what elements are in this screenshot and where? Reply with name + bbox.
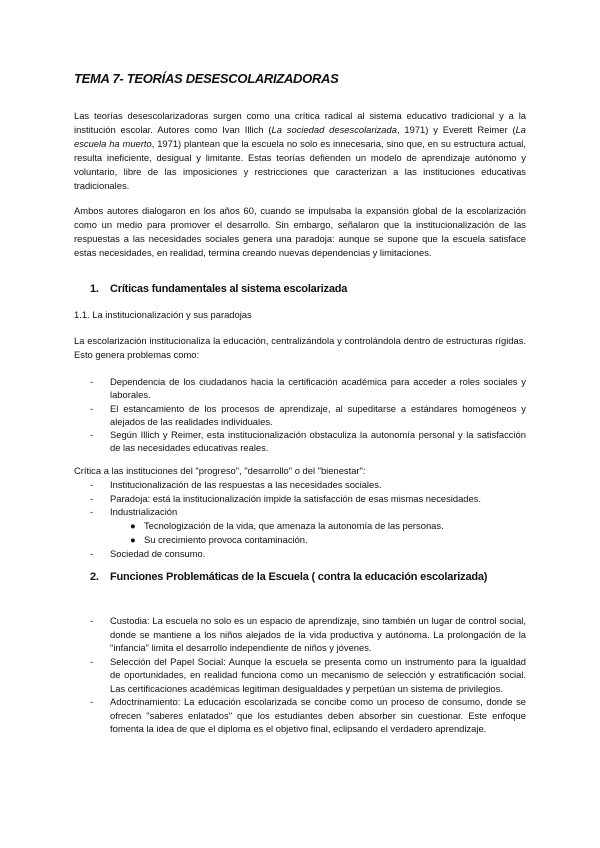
heading-number: 1. [90,283,99,295]
functions-list [74,614,526,736]
sub-list-item [74,519,526,533]
dash-icon: - [90,696,94,707]
heading-number: 2. [90,571,99,583]
item-text: Selección del Papel Social: Aunque la escuela se presenta como un instrumento para la igualdad de oportunidades, en realidad funciona como un mecanismo de selección y estratificación social. Las certificaciones académicas legitiman desigualdades y perpetúan un sistema de privilegios. [110,655,526,694]
section-1-heading [90,283,347,295]
list-item [74,428,526,455]
list-item [74,505,526,519]
list-item [74,547,526,561]
dash-icon: - [90,492,94,504]
dash-icon: - [90,376,94,387]
item-text: Dependencia de los ciudadanos hacia la certificación académica para acceder a roles sociales y laborales. [110,376,526,401]
item-text: El estancamiento de los procesos de aprendizaje, al supeditarse a estándares homogéneos y alejados de las realidades individuales. [110,402,526,427]
bullet-icon: ● [130,520,136,532]
item-text: Adoctrinamiento: La educación escolarizada se concibe como un proceso de consumo, donde se ofrecen "saberes enlatados" que los estudiantes deben absorber sin cuestionar. Este enfoque fomenta la idea de que el diploma es el objetivo final, eclipsando el verdadero aprendizaje. [110,696,526,734]
dash-icon: - [90,478,94,490]
dash-icon: - [90,506,94,518]
section-2-heading [90,571,487,583]
list-item [74,614,526,655]
item-text: Institucionalización de las respuestas a las necesidades sociales. [110,478,382,490]
item-text: Custodia: La escuela no solo es un espacio de aprendizaje, sino también un lugar de control social, donde se mantiene a los niños alejados de la vida productiva y autónoma. La prolongación de la "infancia" limita el desarrollo independiente de niños y jóvenes. [110,615,526,653]
text: , 1971) plantean que la escuela no solo es innecesaria, sino que, en su estructura actual, resulta ineficiente, desigual y limitante. Estas teorías defienden un modelo de aprendizaje autónomo y voluntario, libre de las imposiciones y restricciones que caracterizan a las instituciones educativas tradicionales. [74,138,526,191]
critique-intro: Crítica a las instituciones del "progreso", "desarrollo" o del "bienestar": [74,465,366,476]
item-text: Tecnologización de la vida, que amenaza la autonomía de las personas. [144,520,444,532]
item-text: Industrialización [110,506,178,518]
intro-paragraph-2: Ambos autores dialogaron en los años 60, cuando se impulsaba la expansión global de la escolarización como un medio para promover el desarrollo. Sin embargo, señalaron que la institucionalización de las respuestas a las necesidades sociales genera una paradoja: aunque se supone que la escuela satisface estas necesidades, en realidad, termina creando nuevas dependencias y limitaciones. [74,205,526,258]
sub-list-item [74,533,526,547]
list-item [74,492,526,506]
section-1-paragraph: La escolarización institucionaliza la educación, centralizándola y controlándola dentro de estructuras rígidas. Esto genera problemas como: [74,335,526,360]
list-item [74,375,526,402]
list-item [74,402,526,429]
list-item [74,695,526,736]
item-text: Su crecimiento provoca contaminación. [144,533,308,545]
dash-icon: - [90,655,94,667]
text: Las teorías desescolarizadoras surgen como una crítica radical al sistema educativo tradicional y a la institución escolar. Autores como Ivan Illich ( [74,110,526,135]
bullet-icon: ● [130,533,136,545]
book-title: La escuela ha muerto [74,124,527,149]
item-text: Paradoja: está la institucionalización impide la satisfacción de esas mismas necesidades. [110,492,482,504]
dash-icon: - [90,429,94,441]
document-title: TEMA 7- TEORÍAS DESESCOLARIZADORAS [74,71,339,86]
item-text: Según Illich y Reimer, esta institucionalización obstaculiza la autonomía personal y la satisfacción de las necesidades educativas reales. [110,429,526,454]
list-item [74,478,526,492]
problems-list [74,375,526,455]
dash-icon: - [90,547,94,559]
list-item [74,655,526,696]
heading-text: Críticas fundamentales al sistema escolarizada [110,283,348,295]
dash-icon: - [90,615,94,626]
critique-block [74,464,526,561]
heading-text: Funciones Problemáticas de la Escuela ( contra la educación escolarizada) [110,571,488,583]
subsection-heading: 1.1. La institucionalización y sus paradojas [74,309,252,320]
book-title: La sociedad desescolarizada [271,124,397,135]
dash-icon: - [90,402,94,414]
intro-paragraph-1 [74,109,526,193]
item-text: Sociedad de consumo. [110,547,206,559]
text: , 1971) y Everett Reimer ( [396,124,516,135]
